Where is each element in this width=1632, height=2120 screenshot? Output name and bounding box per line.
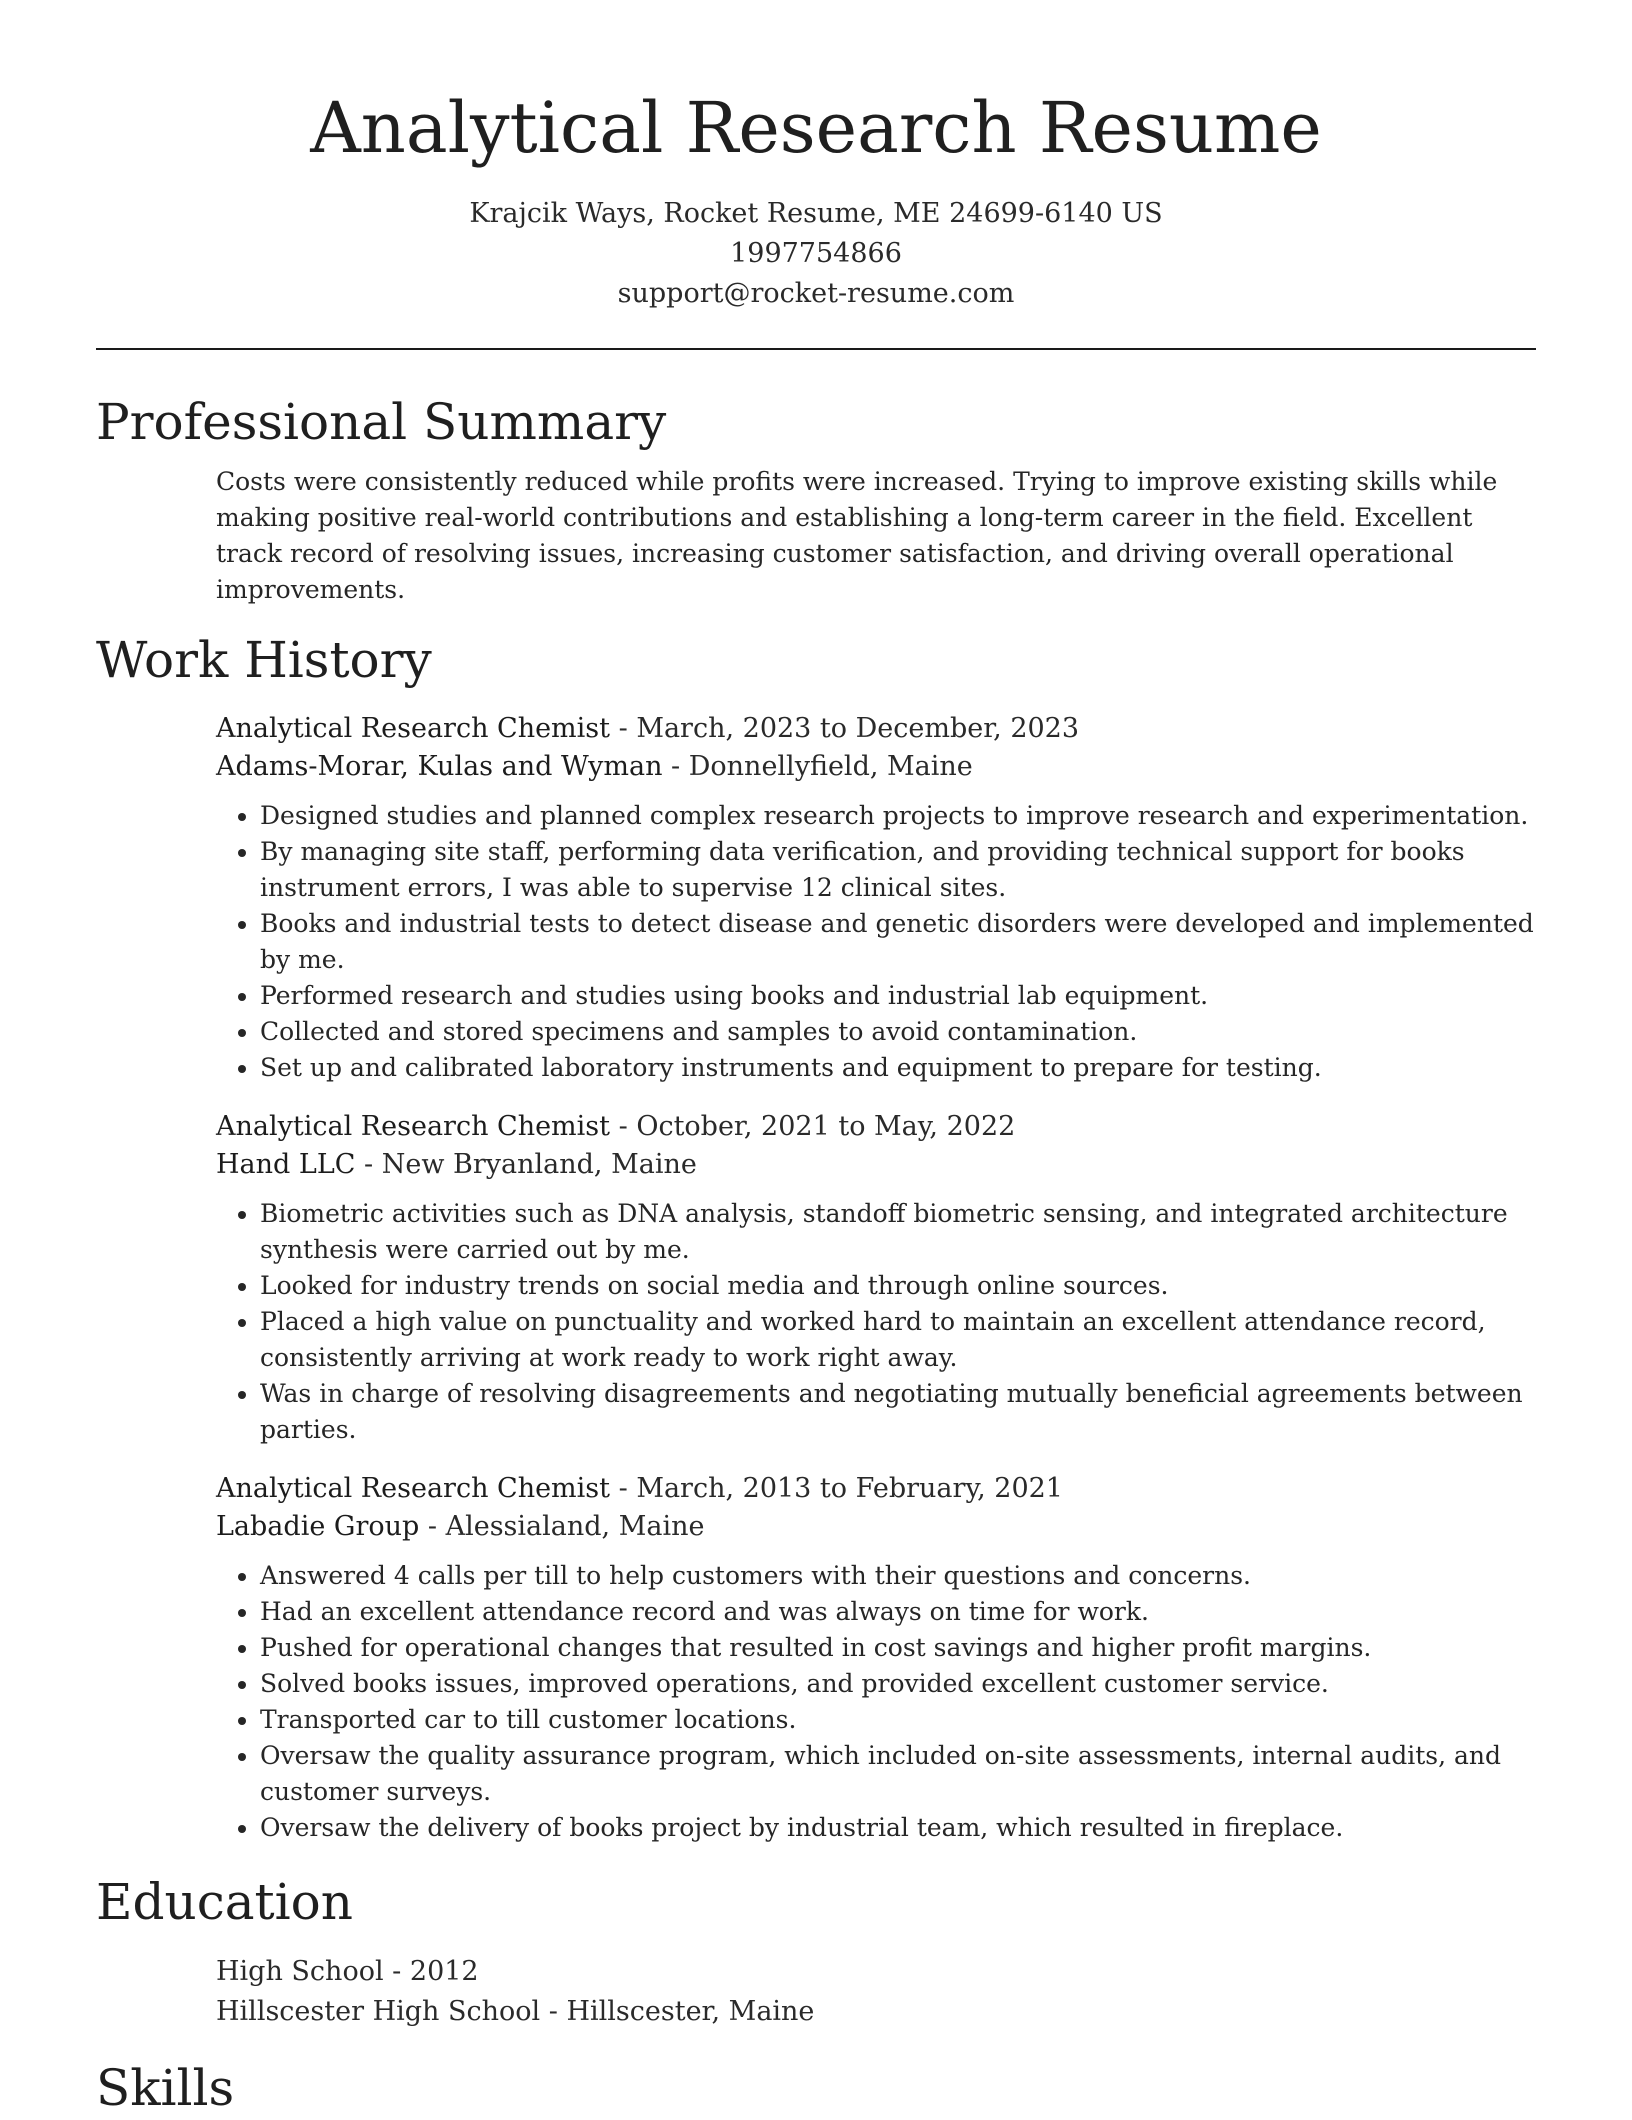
job-company-line: Labadie Group - Alessialand, Maine bbox=[216, 1511, 705, 1542]
job-role: Analytical Research Chemist bbox=[216, 1111, 611, 1142]
job-bullet: • Performed research and studies using books and industrial lab equipment. bbox=[260, 978, 1536, 1014]
skills-section bbox=[96, 2056, 1536, 2120]
contact-address: Krajcik Ways, Rocket Resume, ME 24699-6140 US bbox=[469, 198, 1163, 229]
job-location: Donnellyfield, Maine bbox=[688, 751, 973, 782]
job-role-line: Analytical Research Chemist - March, 2013 to February, 2021 bbox=[216, 1473, 1063, 1504]
work-history-section bbox=[96, 628, 1536, 1846]
job-company-line: Adams-Morar, Kulas and Wyman - Donnellyfield, Maine bbox=[216, 751, 973, 782]
education-location: Hillscester, Maine bbox=[566, 1996, 815, 2027]
job-bullet: • Collected and stored specimens and samples to avoid contamination. bbox=[260, 1014, 1536, 1050]
summary-heading: Professional Summary bbox=[96, 393, 667, 451]
summary-text: Costs were consistently reduced while profits were increased. Trying to improve existing skills while making positive real-world contributions and establishing a long-term career in the field. Excellent track record of resolving issues, increasing customer satisfaction, and driving overall operational improvements. bbox=[216, 467, 1498, 604]
education-school: Hillscester High School bbox=[216, 1996, 541, 2027]
job-entry bbox=[216, 1108, 1536, 1448]
job-bullet: • Oversaw the delivery of books project by industrial team, which resulted in fireplace. bbox=[260, 1810, 1536, 1846]
job-dates: October, 2021 to May, 2022 bbox=[636, 1111, 1016, 1142]
education-school-line: Hillscester High School - Hillscester, Maine bbox=[216, 1996, 815, 2027]
job-dates: March, 2013 to February, 2021 bbox=[636, 1473, 1063, 1504]
work-history-body bbox=[96, 710, 1536, 1846]
job-bullet-list bbox=[216, 798, 1536, 1086]
job-entry bbox=[216, 710, 1536, 1086]
job-company: Labadie Group bbox=[216, 1511, 420, 1542]
job-bullet: • Set up and calibrated laboratory instruments and equipment to prepare for testing. bbox=[260, 1050, 1536, 1086]
education-heading: Education bbox=[96, 1873, 353, 1931]
header-divider bbox=[96, 348, 1536, 350]
education-degree-line: High School - 2012 bbox=[216, 1956, 479, 1987]
contact-email: support@rocket-resume.com bbox=[617, 278, 1015, 309]
education-year: 2012 bbox=[409, 1956, 479, 1987]
job-role: Analytical Research Chemist bbox=[216, 1473, 611, 1504]
contact-phone: 1997754866 bbox=[730, 238, 902, 269]
job-bullet: • Placed a high value on punctuality and worked hard to maintain an excellent attendance record, consistently arriving at work ready to work right away. bbox=[260, 1304, 1536, 1376]
job-bullet: • Looked for industry trends on social media and through online sources. bbox=[260, 1268, 1536, 1304]
job-role-line: Analytical Research Chemist - March, 2023 to December, 2023 bbox=[216, 713, 1080, 744]
job-bullet: • Solved books issues, improved operations, and provided excellent customer service. bbox=[260, 1666, 1536, 1702]
job-dates: March, 2023 to December, 2023 bbox=[636, 713, 1080, 744]
job-bullet: • Answered 4 calls per till to help customers with their questions and concerns. bbox=[260, 1558, 1536, 1594]
contact-block bbox=[0, 194, 1632, 314]
job-bullet: • Was in charge of resolving disagreements and negotiating mutually beneficial agreements between parties. bbox=[260, 1376, 1536, 1448]
job-company: Adams-Morar, Kulas and Wyman bbox=[216, 751, 663, 782]
work-history-heading: Work History bbox=[96, 631, 432, 689]
job-bullet: • Had an excellent attendance record and was always on time for work. bbox=[260, 1594, 1536, 1630]
education-degree: High School bbox=[216, 1956, 384, 1987]
job-bullet: • Oversaw the quality assurance program, which included on-site assessments, internal audits, and customer surveys. bbox=[260, 1738, 1536, 1810]
resume-header bbox=[0, 0, 1632, 314]
job-bullet-list bbox=[216, 1558, 1536, 1846]
summary-body bbox=[96, 464, 1536, 608]
education-section bbox=[96, 1870, 1536, 2032]
job-company: Hand LLC bbox=[216, 1149, 356, 1180]
job-location: New Bryanland, Maine bbox=[381, 1149, 697, 1180]
job-bullet: • Designed studies and planned complex research projects to improve research and experimentation. bbox=[260, 798, 1536, 834]
skills-heading: Skills bbox=[96, 2059, 235, 2117]
job-bullet: • Pushed for operational changes that resulted in cost savings and higher profit margins. bbox=[260, 1630, 1536, 1666]
job-location: Alessialand, Maine bbox=[445, 1511, 705, 1542]
job-bullet-list bbox=[216, 1196, 1536, 1448]
resume-title: Analytical Research Resume bbox=[310, 87, 1322, 169]
job-bullet: • Transported car to till customer locations. bbox=[260, 1702, 1536, 1738]
job-role-line: Analytical Research Chemist - October, 2021 to May, 2022 bbox=[216, 1111, 1016, 1142]
job-entry bbox=[216, 1470, 1536, 1846]
job-company-line: Hand LLC - New Bryanland, Maine bbox=[216, 1149, 697, 1180]
job-bullet: • By managing site staff, performing data verification, and providing technical support for books instrument errors, I was able to supervise 12 clinical sites. bbox=[260, 834, 1536, 906]
job-bullet: • Books and industrial tests to detect disease and genetic disorders were developed and implemented by me. bbox=[260, 906, 1536, 978]
summary-section bbox=[96, 390, 1536, 608]
job-bullet: • Biometric activities such as DNA analysis, standoff biometric sensing, and integrated architecture synthesis were carried out by me. bbox=[260, 1196, 1536, 1268]
job-role: Analytical Research Chemist bbox=[216, 713, 611, 744]
education-body bbox=[96, 1952, 1536, 2032]
